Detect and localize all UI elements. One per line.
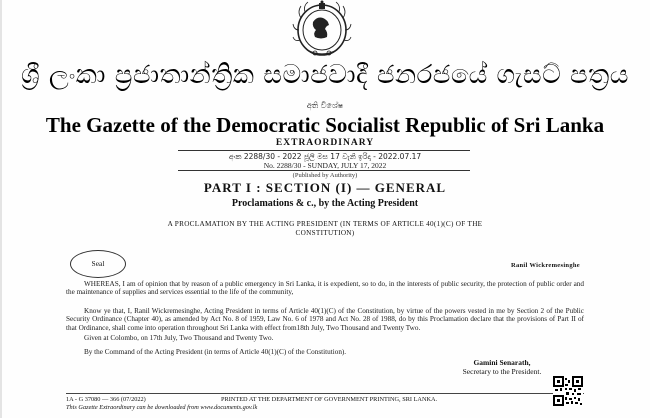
masthead-rule-top xyxy=(178,150,470,151)
paragraph-whereas xyxy=(66,280,584,297)
footer-download-link[interactable]: This Gazette Extraordinary can be downloaded from www.documents.gov.lk xyxy=(66,404,258,411)
extraordinary-label: EXTRAORDINARY xyxy=(275,138,375,148)
signer-name: Ranil Wickremesinghe xyxy=(510,262,580,269)
qr-code-icon xyxy=(553,376,583,406)
paragraph-know-ye xyxy=(66,307,584,332)
footer-ref: 1A - G 37080 — 366 (07/2022) xyxy=(66,396,146,403)
proclamation-heading-line1: A PROCLAMATION BY THE ACTING PRESIDENT (IN TERMS OF ARTICLE 40(1)(C) OF THE xyxy=(167,220,483,228)
part-section-heading: PART I : SECTION (I) — GENERAL xyxy=(203,180,447,195)
signature-block xyxy=(420,358,584,376)
section-category: Proclamations & c., by the Acting President xyxy=(231,198,419,209)
seal-mark: Seal xyxy=(70,250,126,278)
issue-sinhala: අංක 2288/30 - 2022 ජූලි මස 17 වැනි ඉරිදා - 2022.07.17 xyxy=(228,152,422,161)
proclamation-heading xyxy=(70,220,580,238)
sri-lanka-emblem-icon xyxy=(289,0,355,58)
signatory-title: Secretary to the President. xyxy=(462,367,542,376)
paragraph-given-at-text: Given at Colombo, on 17th July, Two Thousand and Twenty Two. xyxy=(84,334,274,342)
footer-rule xyxy=(66,393,584,394)
sinhala-title: ශ්‍රී ලංකා ප්‍රජාතාන්ත්‍රික සමාජවාදී ජනරජයේ ගැසට් පත්‍රය xyxy=(21,60,629,90)
footer-printer: PRINTED AT THE DEPARTMENT OF GOVERNMENT PRINTING, SRI LANKA. xyxy=(221,396,438,403)
english-title: The Gazette of the Democratic Socialist Republic of Sri Lanka xyxy=(45,113,605,137)
published-by: (Published by Authority) xyxy=(292,172,358,179)
paragraph-given-at xyxy=(66,334,584,342)
paragraph-whereas-text: WHEREAS, I am of opinion that by reason of a public emergency in Sri Lanka, it is expedient, so to do, in the interests of public security, the protection of public order and the maintenance of supplies and services essential to the life of the community, xyxy=(66,280,584,297)
paragraph-by-command-text: By the Command of the Acting President (in terms of Article 40(1)(C) of the Constitution). xyxy=(84,348,347,356)
issue-english: No. 2288/30 - SUNDAY, JULY 17, 2022 xyxy=(263,161,387,170)
proclamation-heading-line2: CONSTITUTION) xyxy=(295,229,355,237)
sinhala-subtitle: අති විශේෂ xyxy=(306,101,344,110)
signatory-name: Gamini Senarath, xyxy=(473,358,531,367)
paragraph-know-ye-text: Know ye that, I, Ranil Wickremesinghe, Acting President in terms of Article 40(1)(C) of the Constitution, by virtue of the powers vested in me by Section 2 of the Public Security Ordinance (Chapter 40), as amended by Act No. 8 of 1959, Law No. 6 of 1978 and Act No. 28 of 1988, do by this Proclamation declare that the provisions of Part II of that Ordinance, shall come into operation throughout Sri Lanka with effect from18th July, Two Thousand and Twenty Two. xyxy=(66,307,584,332)
paragraph-by-command xyxy=(66,348,584,356)
footer-line xyxy=(66,396,536,403)
masthead-rule-bottom xyxy=(178,170,470,171)
